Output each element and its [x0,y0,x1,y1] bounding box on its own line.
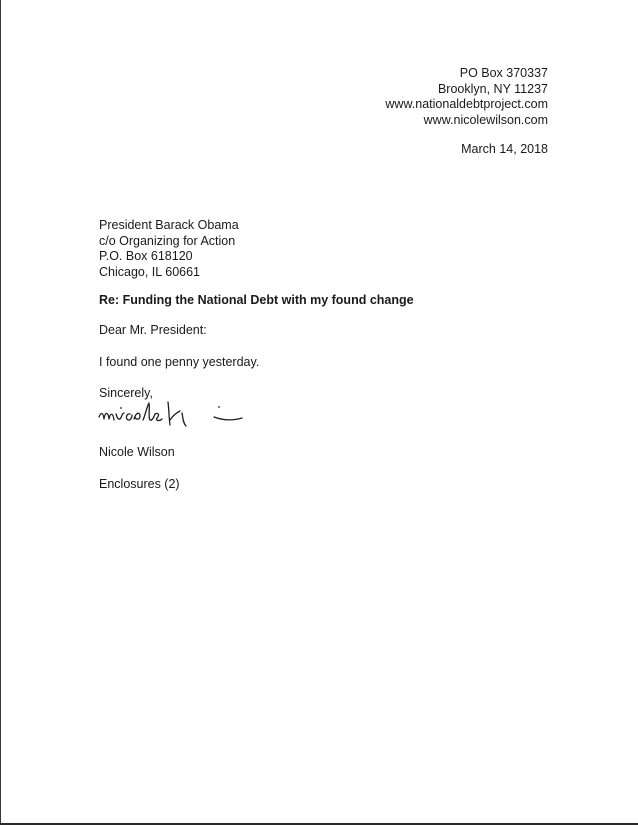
enclosures-note: Enclosures (2) [99,477,180,491]
sender-address-line-1: PO Box 370337 [459,66,548,80]
recipient-address-block [99,218,239,280]
recipient-city-state-zip: Chicago, IL 60661 [99,264,201,279]
letter-date: March 14, 2018 [461,142,548,156]
scan-edge-left [0,0,1,825]
recipient-po-box: P.O. Box 618120 [99,249,193,263]
sender-website-1: www.nationaldebtproject.com [385,97,548,111]
subject-line: Re: Funding the National Debt with my found change [99,293,414,307]
letter-body: I found one penny yesterday. [99,355,260,369]
recipient-name: President Barack Obama [99,218,239,232]
sender-website-2: www.nicolewilson.com [423,112,548,127]
sender-address-block [385,66,548,128]
salutation: Dear Mr. President: [99,323,207,337]
handwritten-signature [96,392,246,434]
signer-name: Nicole Wilson [99,445,175,459]
recipient-care-of: c/o Organizing for Action [99,233,236,248]
closing: Sincerely, [99,386,153,400]
sender-address-line-2: Brooklyn, NY 11237 [437,81,548,96]
